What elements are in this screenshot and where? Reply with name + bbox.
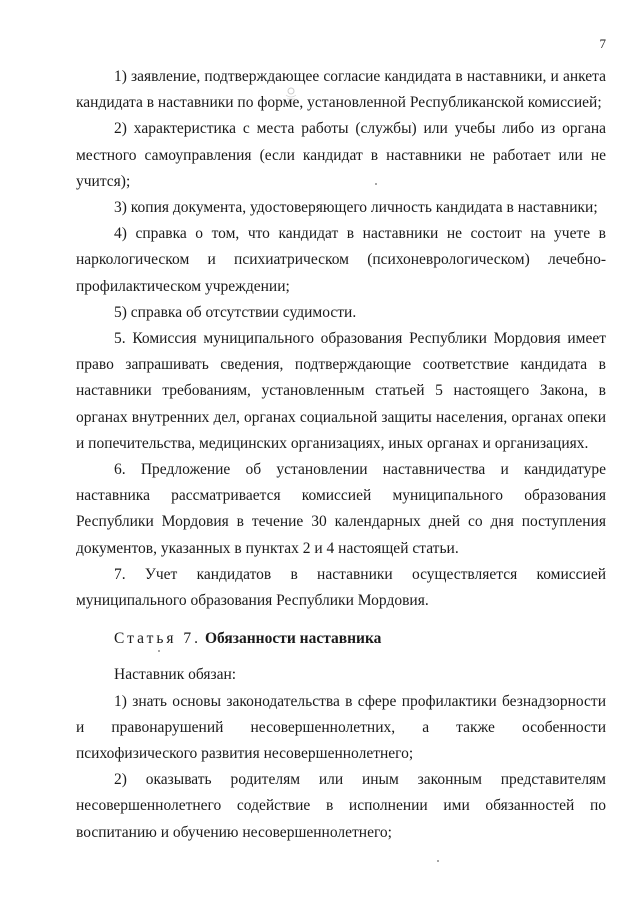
paragraph-clause-7: 7. Учет кандидатов в наставники осуществляется комиссией муниципального образования Республики Мордовия.	[76, 565, 606, 610]
page-number: 7	[599, 36, 606, 51]
paragraph-clause-6: 6. Предложение об установлении наставничества и кандидатуре наставника рассматривается комиссией муниципального образования Республики Мордовия в течение 30 календарных дней со дня поступления документов, указанных в пунктах 2 и 4 настоящей статьи.	[76, 461, 606, 557]
paragraph-clause-5: 5. Комиссия муниципального образования Республики Мордовия имеет право запрашивать сведения, подтверждающие соответствие кандидата в наставники требованиям, установленным статьей 5 настоящего Закона, в органах внутренних дел, органах социальной защиты населения, органах опеки и попечительства, медицинских организациях, иных органах и организациях.	[76, 330, 606, 452]
duty-item-1: 1) знать основы законодательства в сфере профилактики безнадзорности и правонарушений несовершеннолетних, а также особенности психофизического развития несовершеннолетнего;	[76, 692, 606, 763]
article-label: Статья 7.	[114, 630, 202, 648]
paragraph-item-4: 4) справка о том, что кандидат в наставники не состоит на учете в наркологическом и психиатрическом (психоневрологическом) лечебно-профилактическом учреждении;	[76, 225, 606, 295]
duties-intro: Наставник обязан:	[114, 666, 237, 684]
duty-item-2: 2) оказывать родителям или иным законным представителям несовершеннолетнего содействие в исполнении ими обязанностей по воспитанию и обучению несовершеннолетнего;	[76, 771, 606, 841]
paragraph-item-2: 2) характеристика с места работы (службы) или учебы либо из органа местного самоуправления (если кандидат в наставники не работает или не учится);	[76, 120, 606, 190]
paragraph-item-3: 3) копия документа, удостоверяющего личность кандидата в наставники;	[114, 199, 598, 217]
article-title: Обязанности наставника	[204, 630, 382, 648]
paragraph-item-5: 5) справка об отсутствии судимости.	[114, 303, 357, 321]
scan-speck	[437, 860, 439, 862]
document-body	[76, 64, 606, 846]
paragraph-item-1: 1) заявление, подтверждающее согласие кандидата в наставники, и анкета кандидата в наставники по форме, установленной Республиканской комиссией;	[76, 68, 606, 112]
article-heading	[76, 626, 606, 652]
